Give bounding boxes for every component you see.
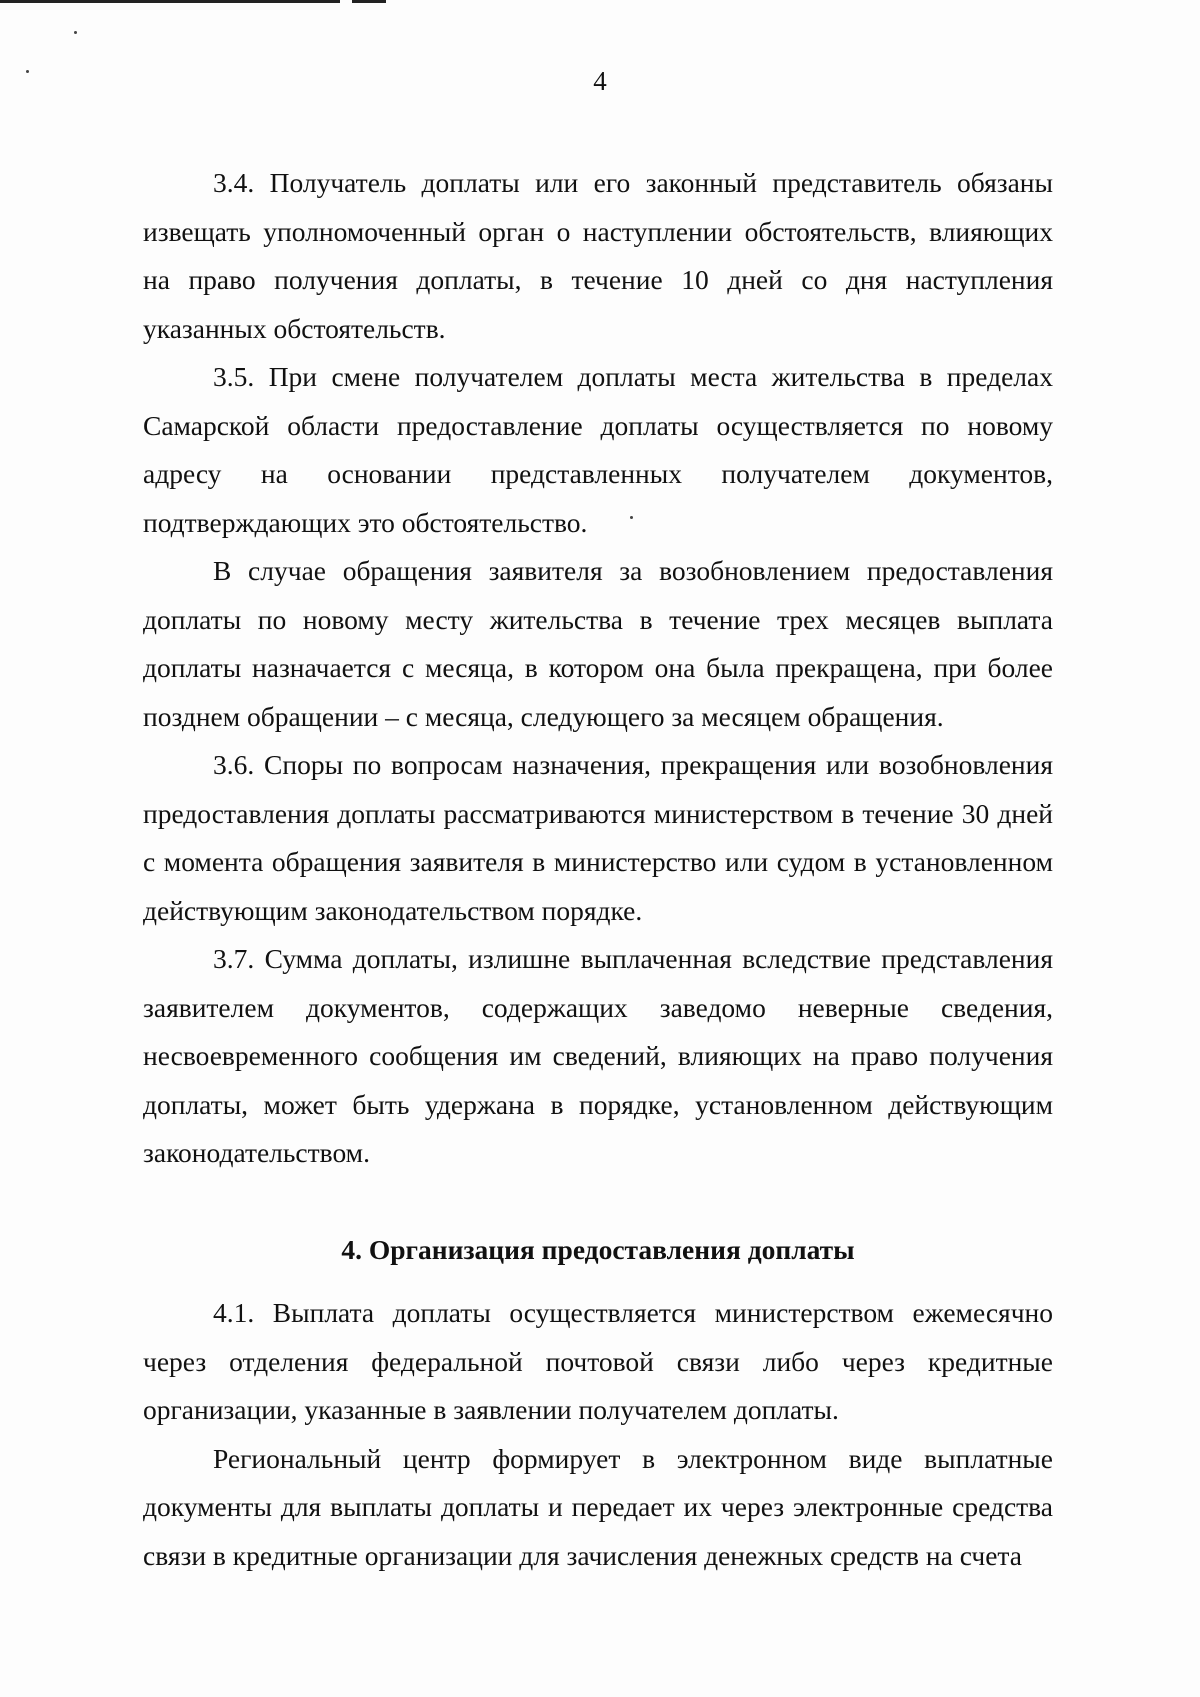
section-heading: 4. Организация предоставления доплаты (341, 1233, 855, 1265)
scan-speck (74, 31, 77, 34)
paragraph-3-4: 3.4. Получатель доплаты или его законный представитель обязаны извещать уполномоченный орган о наступлении обстоятельств, влияющих на право получения доплаты, в течение 10 дней со дня наступления указанных обстоятельств. (143, 167, 1053, 344)
scan-edge-mark (352, 0, 386, 3)
document-body (143, 159, 1053, 1580)
paragraph-3-6: 3.6. Споры по вопросам назначения, прекращения или возобновления предоставления доплаты рассматриваются министерством в течение 30 дней с момента обращения заявителя в министерство или судом в установленном действующим законодательством порядке. (143, 749, 1053, 926)
page-number: 4 (593, 66, 607, 96)
paragraph-3-7: 3.7. Сумма доплаты, излишне выплаченная вследствие представления заявителем документов, содержащих заведомо неверные сведения, несвоевременного сообщения им сведений, влияющих на право получения доплаты, может быть удержана в порядке, установленном действующим законодательством. (143, 943, 1053, 1168)
paragraph-resumption: В случае обращения заявителя за возобновлением предоставления доплаты по новому месту жительства в течение трех месяцев выплата доплаты назначается с месяца, в котором она была прекращена, при более позднем обращении – с месяца, следующего за месяцем обращения. (143, 555, 1053, 732)
paragraph-4-1: 4.1. Выплата доплаты осуществляется министерством ежемесячно через отделения федеральной почтовой связи либо через кредитные организации, указанные в заявлении получателем доплаты. (143, 1297, 1053, 1425)
paragraph-3-5: 3.5. При смене получателем доплаты места жительства в пределах Самарской области предоставление доплаты осуществляется по новому адресу на основании представленных получателем документов, подтверждающих это обстоятельство. (143, 361, 1053, 538)
scan-edge-mark (0, 0, 340, 3)
paragraph-regional-center: Региональный центр формирует в электронном виде выплатные документы для выплаты доплаты и передает их через электронные средства связи в кредитные организации для зачисления денежных средств на счета (143, 1442, 1053, 1571)
